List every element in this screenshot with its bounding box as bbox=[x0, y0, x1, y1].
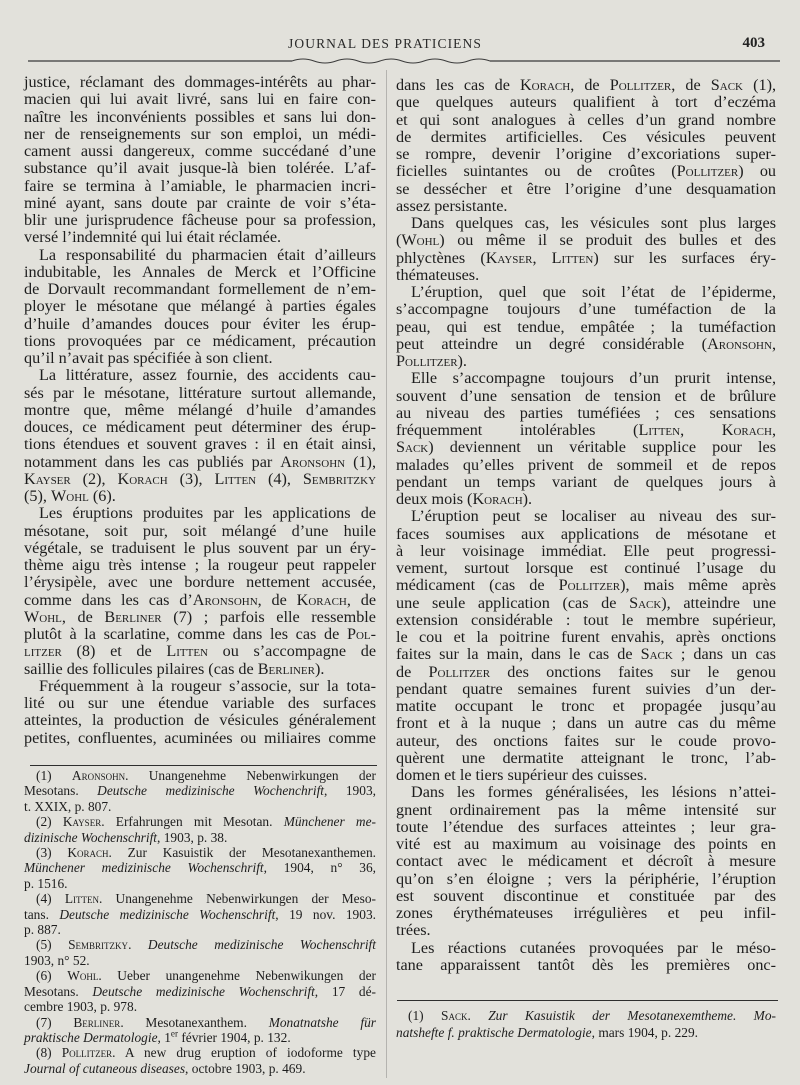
text-run: , bbox=[532, 248, 552, 267]
footnote-rule bbox=[30, 765, 377, 766]
text-line: thème aigu très intense ; la rougeur peut rappeler bbox=[24, 556, 376, 574]
citation-title: dizinische Wochenschrift bbox=[24, 829, 158, 845]
footnote-rule bbox=[397, 1000, 778, 1001]
text-run: (2), bbox=[70, 469, 118, 488]
text-run: (2) bbox=[36, 814, 63, 830]
text-run: , de bbox=[257, 590, 297, 609]
text-line: Dans quelques cas, les vésicules sont plus larges bbox=[411, 214, 776, 232]
citation-title: Deutsche medizinische Wochenchrift bbox=[97, 783, 325, 799]
left-footnotes bbox=[24, 768, 376, 1076]
author-name: Korach bbox=[472, 490, 523, 508]
text-run: , de bbox=[570, 76, 610, 94]
text-run: . Unangenehme Nebenwirkungen der bbox=[125, 768, 376, 783]
author-name: Korach bbox=[117, 469, 168, 488]
text-run: . Zur Kasuistik der Mesotanexanthemen. bbox=[108, 845, 376, 861]
text-line: La responsabilité du pharmacien était d’ailleurs bbox=[39, 245, 376, 264]
footnote bbox=[396, 1007, 776, 1041]
text-run: ficielles suintantes ou de croûtes ( bbox=[396, 162, 677, 181]
text-run: (3) bbox=[36, 845, 68, 861]
text-run: (4), bbox=[256, 469, 303, 488]
text-line bbox=[396, 664, 776, 681]
footnote bbox=[24, 845, 376, 891]
author-name: Wohl bbox=[67, 968, 99, 984]
text-line: domen et le tiers supérieur des cuisses. bbox=[396, 766, 648, 784]
author-name: Pollitzer bbox=[558, 576, 621, 595]
text-line: versé l’indemnité qui lui était réclamée. bbox=[24, 228, 282, 247]
citation-title: Münchener me- bbox=[283, 814, 376, 830]
footnote bbox=[24, 768, 376, 814]
text-line: faire se termina à l’amiable, le pharmacien incri- bbox=[24, 176, 376, 195]
text-run: , bbox=[771, 334, 776, 353]
author-name: Sembritzky bbox=[68, 937, 129, 953]
text-line: macien qui lui avait livré, sans lui en faire con- bbox=[24, 90, 376, 109]
text-line bbox=[24, 1045, 376, 1060]
text-run: . bbox=[467, 1008, 489, 1023]
text-run: Mesotans. bbox=[24, 983, 93, 999]
text-line: se dessécher et être l’origine d’une desquamation bbox=[396, 179, 776, 198]
paragraph bbox=[396, 940, 776, 975]
text-line: La littérature, assez fournie, des accidents cau- bbox=[39, 366, 376, 385]
author-name: Aronsohn bbox=[192, 590, 258, 609]
text-run: . bbox=[128, 937, 148, 953]
text-line: indubitable, les Annales de Merck et l’Officine bbox=[24, 262, 376, 281]
text-line: pendant un temps variant de quelques jours à bbox=[396, 472, 776, 491]
citation-title: Journal of cutaneous diseases bbox=[24, 1060, 186, 1076]
author-name: Litten bbox=[638, 421, 681, 439]
text-line bbox=[396, 422, 776, 439]
text-line: 1903, n° 52. bbox=[24, 952, 90, 968]
text-run: phlyctènes ( bbox=[396, 248, 486, 267]
text-run: fréquemment intolérables ( bbox=[396, 421, 639, 439]
author-name: Kayser bbox=[24, 469, 71, 488]
citation-title: Monatnatshe für bbox=[268, 1014, 376, 1030]
text-run: . Ueber unangenehme Nebenwikungen der bbox=[98, 968, 377, 984]
text-line: auteur, des onctions faites sur le coude provo- bbox=[396, 731, 776, 750]
text-run: . A new drug eruption of iodoforme type bbox=[112, 1045, 376, 1061]
text-line: et qui sont analogues à celles d’un grand nombre bbox=[396, 110, 776, 129]
author-name: Aronsohn bbox=[707, 334, 772, 353]
author-name: Korach bbox=[721, 421, 772, 439]
text-line bbox=[24, 814, 376, 829]
text-run: (1) bbox=[408, 1008, 441, 1023]
superscript: er bbox=[170, 1028, 178, 1039]
text-run: une seule application (cas de bbox=[396, 593, 630, 612]
text-run: comme dans les cas d’ bbox=[24, 590, 193, 609]
footnote bbox=[24, 814, 376, 845]
paragraph bbox=[396, 284, 776, 370]
text-line bbox=[396, 336, 776, 353]
text-run: . Mesotanexanthem. bbox=[120, 1014, 269, 1030]
text-line bbox=[24, 907, 376, 922]
text-line: zones érythémateuses irrégulières et peu infil- bbox=[396, 904, 776, 922]
text-line: Dans les formes généralisées, les lésions n’attei- bbox=[411, 783, 776, 802]
text-run: ). bbox=[315, 659, 325, 678]
text-line: de Dorvault recommandant formellement de n’em- bbox=[24, 280, 376, 298]
author-name: Pol- bbox=[346, 625, 376, 643]
text-line: quèrent une dermatite atteignant le tronc, l’ab- bbox=[396, 748, 776, 767]
text-line bbox=[24, 609, 376, 626]
text-line bbox=[24, 768, 376, 783]
text-line: tions provoquées par ce médicament, précaution bbox=[24, 331, 376, 350]
paragraph bbox=[24, 367, 376, 505]
text-line bbox=[24, 783, 376, 798]
text-line: tane apparaissent tantôt dès les premières onc- bbox=[396, 955, 776, 974]
text-line: lité ou sur une étendue variable des surfaces bbox=[24, 694, 376, 712]
author-name: Korach bbox=[67, 845, 109, 861]
text-run: Mesotans. bbox=[24, 783, 98, 799]
text-run: (4) bbox=[36, 891, 65, 907]
text-run: , mars 1904, p. 229. bbox=[591, 1025, 698, 1040]
footnote bbox=[24, 937, 376, 968]
text-run: tans. bbox=[24, 906, 60, 922]
text-line: vité est au maximum au voisinage des points en bbox=[396, 835, 776, 853]
text-line bbox=[24, 661, 376, 678]
text-run: , 1 bbox=[157, 1029, 171, 1045]
text-line: contact avec le médicament et décroît à mesure bbox=[396, 852, 776, 871]
author-name: Sack bbox=[640, 645, 673, 664]
text-line: malades qu’elles privent de sommeil et de repos bbox=[396, 455, 776, 474]
text-line: thémateuses. bbox=[396, 265, 480, 284]
text-line bbox=[24, 968, 376, 983]
text-run: (1), bbox=[345, 452, 376, 471]
text-line bbox=[396, 1024, 776, 1041]
text-run: , bbox=[680, 421, 722, 439]
text-run: (5), bbox=[24, 487, 51, 505]
text-run: (7) bbox=[36, 1014, 74, 1030]
text-line: qu’il n’avait pas spécifiée à son client. bbox=[24, 349, 273, 367]
text-run: ou s’accompagne de bbox=[208, 642, 377, 661]
text-line: tions étendues et souvent graves : il en était ainsi, bbox=[24, 435, 376, 454]
text-run: faites sur la main, dans le cas de bbox=[396, 645, 641, 664]
text-run: (3), bbox=[167, 469, 215, 488]
text-run: ) deviennent un véritable supplice pour les bbox=[428, 438, 776, 457]
text-run: médicament (cas de bbox=[396, 576, 559, 595]
author-name: Litten bbox=[214, 469, 257, 488]
footnote bbox=[24, 1015, 376, 1046]
author-name: Wohl bbox=[401, 231, 440, 250]
text-line: L’éruption, quel que soit l’état de l’épiderme, bbox=[411, 283, 776, 301]
text-line: ployer le mésotane que mélangé à parties égales bbox=[24, 297, 376, 316]
footnote bbox=[24, 1045, 376, 1076]
text-run: (8) bbox=[36, 1045, 62, 1061]
author-name: Sack bbox=[629, 593, 662, 612]
text-run: (6). bbox=[88, 487, 116, 505]
text-run: ). bbox=[522, 490, 533, 508]
text-line: végétale, se traduisent le plus souvent par un éry- bbox=[24, 538, 376, 557]
text-line bbox=[396, 595, 776, 612]
text-line: blir une jurisprudence fâcheuse pour sa profession, bbox=[24, 211, 376, 229]
column-rule bbox=[386, 70, 387, 1078]
text-line: vement, surtout lorsque est continué l’usage du bbox=[396, 559, 776, 577]
text-run: ( bbox=[396, 231, 402, 250]
text-line bbox=[24, 471, 376, 488]
text-line bbox=[24, 592, 376, 609]
text-line: extension considérable : tout le membre supérieur, bbox=[396, 610, 776, 629]
paragraph bbox=[396, 370, 776, 508]
text-run: , 1904, n° 36, bbox=[263, 860, 376, 876]
text-line: cament aussi dangereux, comme succédané d’une bbox=[24, 142, 376, 160]
text-line: qu’on s’en éloigne ; vers la périphérie, l’éruption bbox=[396, 869, 776, 888]
text-line: assez persistante. bbox=[396, 196, 508, 215]
author-name: Wohl bbox=[50, 487, 89, 505]
paragraph bbox=[24, 74, 376, 247]
author-name: Berliner bbox=[73, 1014, 121, 1030]
author-name: Sembritzky bbox=[302, 469, 377, 488]
text-run: ), atteindre une bbox=[661, 593, 776, 612]
text-line bbox=[396, 77, 776, 94]
text-line: front et à la nuque ; dans un autre cas du même bbox=[396, 714, 776, 733]
citation-title: Deutsche medizinische Wochenschrift bbox=[92, 983, 315, 999]
author-name: Sack bbox=[441, 1008, 468, 1023]
text-line bbox=[24, 643, 376, 660]
author-name: Kayser bbox=[62, 814, 102, 830]
page-number: 403 bbox=[742, 35, 765, 51]
author-name: Korach bbox=[519, 76, 571, 94]
text-run: , 1903, p. 38. bbox=[157, 829, 228, 845]
text-line bbox=[396, 1007, 776, 1024]
text-run: , octobre 1903, p. 469. bbox=[185, 1060, 306, 1076]
text-run: , 19 nov. 1903. bbox=[275, 906, 376, 922]
paragraph bbox=[24, 678, 376, 747]
text-line bbox=[24, 454, 376, 471]
text-line: miné ayant, sans doute par crainte de voir s’éta- bbox=[24, 193, 376, 212]
author-name: Aronsohn bbox=[280, 452, 346, 471]
text-run: (6) bbox=[36, 968, 68, 984]
text-line: se rompre, devenir l’origine d’excoriations super- bbox=[396, 145, 776, 163]
text-line bbox=[396, 353, 776, 370]
text-line bbox=[24, 860, 376, 875]
text-line bbox=[396, 250, 776, 267]
text-line: matite occupant le tronc et propagée jusqu’au bbox=[396, 697, 776, 715]
author-name: Kayser bbox=[485, 248, 533, 267]
text-line: naître les inconvénients possibles et sans lui don- bbox=[24, 107, 376, 126]
text-run: plutôt à la scarlatine, comme dans les cas de bbox=[24, 625, 347, 643]
citation-title: Deutsche medizinische Wochenschrift bbox=[147, 937, 376, 953]
text-line bbox=[24, 1061, 376, 1076]
text-line: le cou et la poitrine furent envahis, après onctions bbox=[396, 628, 776, 646]
right-column bbox=[396, 77, 776, 974]
text-line: est souvent discontinue et constituée par des bbox=[396, 886, 776, 905]
footnote bbox=[24, 968, 376, 1014]
author-name: Pollitzer bbox=[61, 1045, 113, 1061]
header-rule bbox=[0, 54, 800, 68]
text-run: (5) bbox=[36, 937, 69, 953]
paragraph bbox=[396, 77, 776, 215]
text-line bbox=[24, 1015, 376, 1030]
text-run: deux mois ( bbox=[396, 490, 473, 508]
text-line: Les réactions cutanées provoquées par le méso- bbox=[411, 938, 776, 957]
text-line: toute l’étendue des surfaces atteintes ; leur gra- bbox=[396, 817, 776, 836]
footnote bbox=[24, 891, 376, 937]
text-line bbox=[24, 1030, 376, 1045]
text-line: t. XXIX, p. 807. bbox=[24, 798, 112, 814]
text-run: (7) ; parfois elle ressemble bbox=[161, 607, 376, 626]
text-run: ; dans un cas bbox=[672, 645, 776, 664]
author-name: Pollitzer bbox=[396, 352, 458, 370]
text-run: de bbox=[396, 662, 429, 681]
text-line: sés par le mésotane, littérature surtout allemande, bbox=[24, 383, 376, 402]
author-name: Litten bbox=[166, 642, 208, 661]
author-name: Berliner bbox=[104, 607, 162, 626]
author-name: Litten bbox=[551, 248, 594, 267]
text-run: ) ou même il se produit des bulles et des bbox=[439, 231, 776, 250]
text-line: à leur voisinage immédiat. Elle peut progressi- bbox=[396, 541, 776, 560]
text-line bbox=[24, 830, 376, 845]
citation-title: Deutsche medizinische Wochenschrift bbox=[59, 906, 276, 922]
author-name: Korach bbox=[296, 590, 347, 609]
author-name: Wohl bbox=[24, 607, 62, 626]
text-run: ). bbox=[457, 352, 467, 370]
text-line bbox=[24, 626, 376, 643]
text-line: cembre 1903, p. 978. bbox=[24, 999, 138, 1015]
text-line: p. 887. bbox=[24, 922, 61, 938]
text-line: souvent d’une sensation de tension et de brûlure bbox=[396, 386, 776, 405]
paragraph bbox=[24, 505, 376, 678]
text-line: mésotane, soit pur, soit mélangé d’une huile bbox=[24, 521, 376, 540]
text-line bbox=[24, 891, 376, 906]
text-line: substance qu’il avait jusque-là bien tolérée. L’af- bbox=[24, 159, 376, 178]
paragraph bbox=[396, 215, 776, 284]
text-run: , de bbox=[346, 590, 377, 609]
text-run: ), mais même après bbox=[620, 576, 776, 595]
text-line: gnent ordinairement pas la même intensité sur bbox=[396, 800, 776, 819]
text-run: notamment dans les cas publiés par bbox=[24, 452, 281, 471]
text-line bbox=[396, 163, 776, 180]
text-line bbox=[396, 646, 776, 663]
text-run: février 1904, p. 132. bbox=[177, 1029, 291, 1045]
text-line: trées. bbox=[396, 921, 431, 940]
text-line bbox=[24, 984, 376, 999]
author-name: Sack bbox=[710, 76, 743, 94]
text-line bbox=[24, 845, 376, 860]
text-line bbox=[396, 439, 776, 456]
left-column bbox=[24, 74, 376, 747]
author-name: Aronsohn bbox=[71, 768, 126, 783]
text-run: ) ou bbox=[738, 162, 777, 181]
author-name: Sack bbox=[396, 438, 429, 457]
text-line: de dermites artificielles. Ces vésicules peuvent bbox=[396, 127, 776, 146]
text-line: Les éruptions produites par les applications de bbox=[39, 504, 376, 523]
text-run: , 1903, bbox=[324, 783, 376, 799]
text-run: , de bbox=[671, 76, 711, 94]
text-line bbox=[396, 232, 776, 249]
citation-title: praktische Dermatologie bbox=[24, 1029, 158, 1045]
text-line bbox=[24, 488, 376, 505]
author-name: Pollitzer bbox=[428, 662, 491, 681]
text-line: faces soumises aux applications de mésotane et bbox=[396, 524, 776, 543]
text-line: petites, confluentes, acuminées ou miliaires comme bbox=[24, 728, 376, 747]
author-name: Pollitzer bbox=[676, 162, 739, 181]
text-line: douces, ce médicament peut déterminer des érup- bbox=[24, 418, 376, 436]
citation-title: Münchener medizinische Wochenschrift bbox=[24, 860, 264, 876]
text-line: Fréquemment à la rougeur s’associe, sur la tota- bbox=[39, 676, 376, 695]
text-line: que quelques auteurs qualifient à tort d’eczéma bbox=[396, 93, 776, 112]
paragraph bbox=[24, 247, 376, 368]
text-run: ) sur les surfaces éry- bbox=[593, 248, 777, 267]
author-name: Litten bbox=[64, 891, 99, 907]
text-line bbox=[396, 577, 776, 594]
author-name: Berliner bbox=[257, 659, 315, 678]
text-run: saillie des follicules pilaires (cas de bbox=[24, 659, 258, 678]
text-line bbox=[396, 491, 776, 508]
text-line: pendant quatre semaines furent suivies d’un der- bbox=[396, 679, 776, 698]
text-line: s’accompagne toujours d’une tuméfaction de la bbox=[396, 300, 776, 319]
text-run: (1) bbox=[36, 768, 72, 783]
text-run: des onctions faites sur le genou bbox=[490, 662, 776, 681]
author-name: litzer bbox=[24, 642, 62, 661]
citation-title: natshefte f. praktische Dermatologie bbox=[396, 1025, 592, 1040]
running-title: JOURNAL DES PRATICIENS bbox=[288, 36, 482, 51]
text-run: (1), bbox=[743, 76, 777, 94]
text-run: , de bbox=[61, 607, 105, 626]
author-name: Pollitzer bbox=[609, 76, 672, 94]
text-line: L’éruption peut se localiser au niveau des sur- bbox=[411, 507, 776, 526]
text-line: atteintes, la production de vésicules généralement bbox=[24, 711, 376, 730]
right-footnotes bbox=[396, 1007, 776, 1041]
text-run: , 17 dé- bbox=[314, 983, 376, 999]
citation-title: Zur Kasuistik der Mesotanexemtheme. Mo- bbox=[488, 1008, 776, 1023]
text-line bbox=[24, 937, 376, 952]
text-run: . Erfahrungen mit Mesotan. bbox=[101, 814, 284, 830]
text-line: peau, qui est tendue, empâtée ; la tuméfaction bbox=[396, 317, 776, 336]
paragraph bbox=[396, 784, 776, 939]
text-line: Elle s’accompagne toujours d’un prurit intense, bbox=[411, 369, 776, 388]
text-run: . Unangenehme Nebenwirkungen der Meso- bbox=[98, 891, 376, 907]
text-run: dans les cas de bbox=[396, 76, 520, 94]
text-line: l’érysipèle, avec une bordure nettement accusée, bbox=[24, 573, 376, 592]
paragraph bbox=[396, 508, 776, 784]
text-line: au niveau des parties tuméfiées ; ces sensations bbox=[396, 403, 776, 422]
text-run: peut atteindre un degré considérable ( bbox=[396, 334, 708, 353]
text-run: , bbox=[771, 421, 777, 439]
text-line: justice, réclamant des dommages-intérêts au phar- bbox=[24, 73, 376, 91]
text-line: montre que, même mélangé d’huile d’amandes bbox=[24, 400, 376, 419]
text-line: d’huile d’amandes douces pour éviter les érup- bbox=[24, 314, 376, 333]
text-line: ner de renseignements sur son emploi, un médi- bbox=[24, 124, 376, 143]
text-line: p. 1516. bbox=[24, 875, 68, 891]
text-run: (8) et de bbox=[61, 642, 167, 661]
